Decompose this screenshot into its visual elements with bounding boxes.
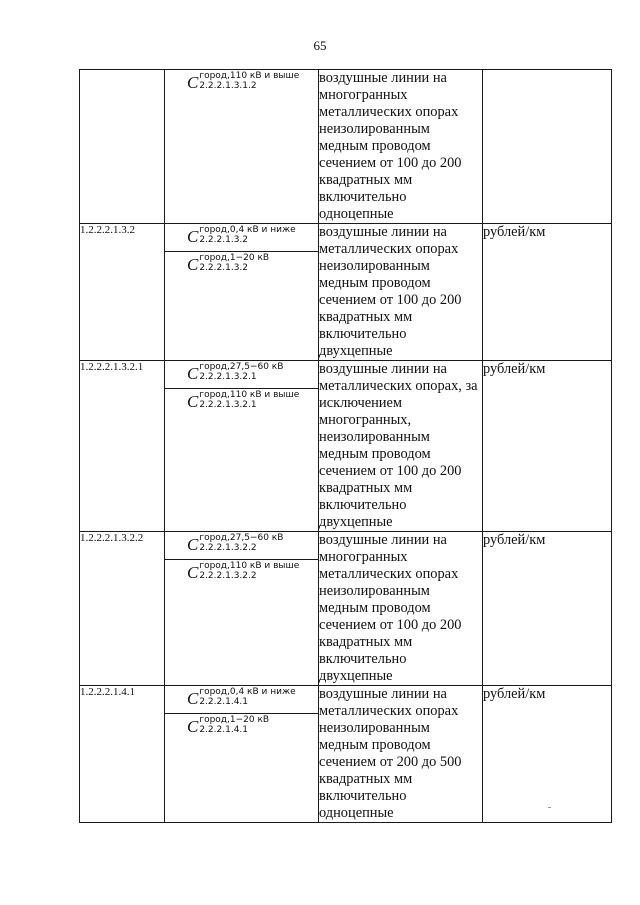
tariff-symbol-cell <box>165 389 318 417</box>
symbol-superscript: город,27,5−60 кВ <box>199 533 284 543</box>
symbol-scripts <box>199 392 299 410</box>
table-row <box>80 361 612 532</box>
symbol-superscript: город,1−20 кВ <box>199 715 270 725</box>
tariff-symbol <box>187 535 283 553</box>
tariff-symbol <box>187 255 269 273</box>
symbol-scripts <box>199 563 299 581</box>
row-code: 1.2.2.2.1.3.2.1 <box>80 361 165 532</box>
row-description: воздушные линии на многогранных металлических опорах неизолированным медным проводом сечением от 100 до 200 квадратных мм включительно двухцепные <box>319 532 483 686</box>
symbol-scripts <box>199 717 269 735</box>
symbol-base: C <box>187 716 199 736</box>
row-description: воздушные линии на многогранных металлических опорах неизолированным медным проводом сечением от 100 до 200 квадратных мм включительно одноцепные <box>319 70 483 224</box>
row-unit: рублей/км <box>483 532 612 686</box>
tariff-symbol <box>187 689 296 707</box>
symbol-superscript: город,27,5−60 кВ <box>199 362 284 372</box>
symbol-superscript: город,110 кВ и выше <box>199 71 300 81</box>
symbol-superscript: город,1−20 кВ <box>199 253 270 263</box>
tariff-symbol <box>187 73 299 91</box>
tariff-symbol-cell <box>165 224 318 252</box>
symbol-base: C <box>187 688 199 708</box>
scan-mark <box>548 807 551 808</box>
tariff-symbol <box>187 717 269 735</box>
symbol-subscript: 2.2.2.1.3.2 <box>199 263 249 273</box>
row-code: 1.2.2.2.1.3.2.2 <box>80 532 165 686</box>
row-code <box>80 70 165 224</box>
table-row <box>80 70 612 224</box>
symbol-base: C <box>187 391 199 411</box>
symbol-superscript: город,0,4 кВ и ниже <box>199 687 296 697</box>
symbol-subscript: 2.2.2.1.3.2.1 <box>199 372 257 382</box>
symbol-subscript: 2.2.2.1.3.2.1 <box>199 400 257 410</box>
row-unit: рублей/км <box>483 686 612 823</box>
tariff-symbol <box>187 563 299 581</box>
symbol-scripts <box>199 227 295 245</box>
symbol-base: C <box>187 363 199 383</box>
symbol-scripts <box>199 689 295 707</box>
row-unit <box>483 70 612 224</box>
row-symbols <box>165 361 319 532</box>
row-code: 1.2.2.2.1.4.1 <box>80 686 165 823</box>
tariff-symbol <box>187 227 296 245</box>
symbol-base: C <box>187 72 199 92</box>
tariff-symbol-cell <box>165 252 318 280</box>
tariff-symbol <box>187 392 299 410</box>
row-description: воздушные линии на металлических опорах неизолированным медным проводом сечением от 200 до 500 квадратных мм включительно одноцепные <box>319 686 483 823</box>
tariff-table-body <box>80 70 612 823</box>
tariff-symbol-cell <box>165 686 318 714</box>
row-symbols <box>165 70 319 224</box>
symbol-subscript: 2.2.2.1.3.2 <box>199 235 249 245</box>
symbol-subscript: 2.2.2.1.3.2.2 <box>199 571 257 581</box>
tariff-symbol-cell <box>165 361 318 389</box>
tariff-symbol-cell <box>165 70 318 98</box>
symbol-base: C <box>187 254 199 274</box>
symbol-scripts <box>199 364 283 382</box>
tariff-symbol-cell <box>165 714 318 742</box>
row-unit: рублей/км <box>483 361 612 532</box>
symbol-subscript: 2.2.2.1.3.1.2 <box>199 81 257 91</box>
symbol-scripts <box>199 255 269 273</box>
tariff-symbol <box>187 364 283 382</box>
symbol-base: C <box>187 562 199 582</box>
symbol-superscript: город,110 кВ и выше <box>199 561 300 571</box>
tariff-symbol-cell <box>165 532 318 560</box>
symbol-scripts <box>199 73 299 91</box>
symbol-superscript: город,0,4 кВ и ниже <box>199 225 296 235</box>
symbol-base: C <box>187 534 199 554</box>
symbol-superscript: город,110 кВ и выше <box>199 390 300 400</box>
table-row <box>80 686 612 823</box>
symbol-scripts <box>199 535 283 553</box>
symbol-subscript: 2.2.2.1.4.1 <box>199 725 249 735</box>
symbol-base: C <box>187 226 199 246</box>
row-symbols <box>165 686 319 823</box>
page-number: 65 <box>313 38 327 53</box>
symbol-subscript: 2.2.2.1.4.1 <box>199 697 249 707</box>
symbol-subscript: 2.2.2.1.3.2.2 <box>199 543 257 553</box>
table-row <box>80 224 612 361</box>
row-code: 1.2.2.2.1.3.2 <box>80 224 165 361</box>
row-symbols <box>165 224 319 361</box>
tariff-table <box>79 69 612 823</box>
tariff-symbol-cell <box>165 560 318 588</box>
row-description: воздушные линии на металлических опорах неизолированным медным проводом сечением от 100 до 200 квадратных мм включительно двухцепные <box>319 224 483 361</box>
row-symbols <box>165 532 319 686</box>
row-description: воздушные линии на металлических опорах, за исключением многогранных, неизолированным медным проводом сечением от 100 до 200 квадратных мм включительно двухцепные <box>319 361 483 532</box>
row-unit: рублей/км <box>483 224 612 361</box>
table-row <box>80 532 612 686</box>
